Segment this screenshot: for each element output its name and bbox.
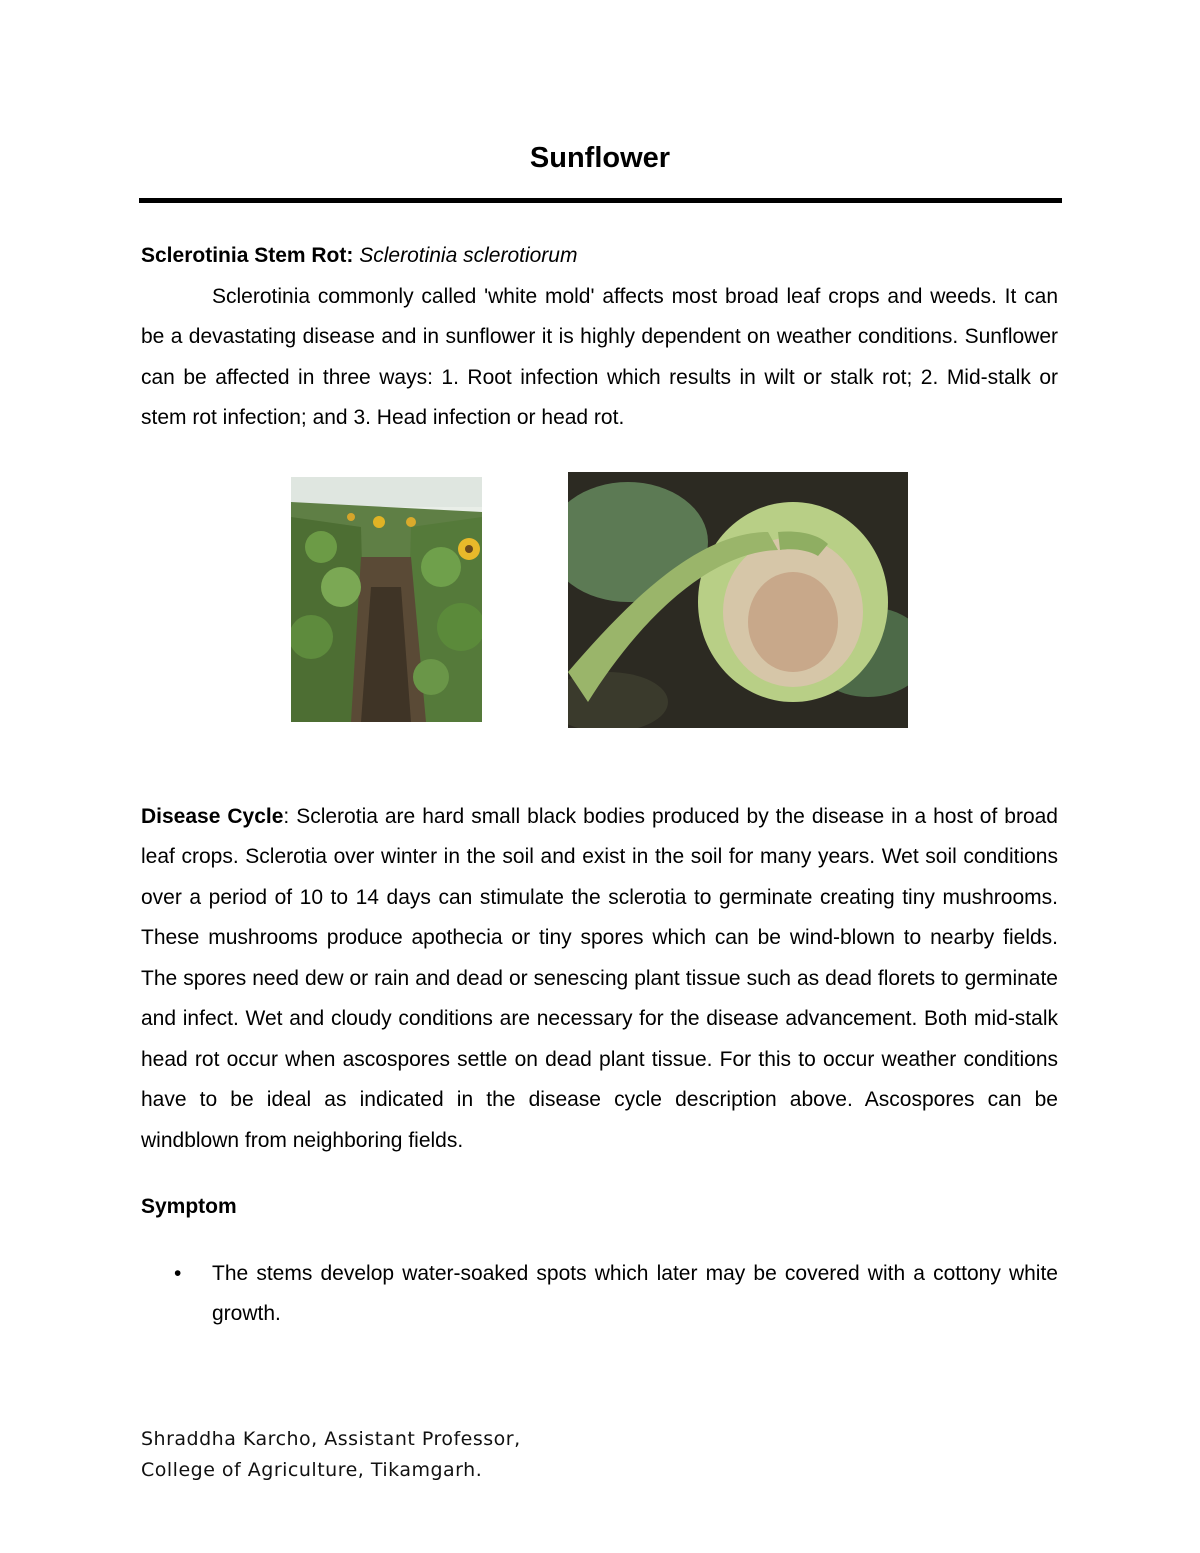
page-title: Sunflower <box>529 142 671 174</box>
bullet-icon: • <box>174 1261 182 1285</box>
section-heading-bold: Sclerotinia Stem Rot: <box>141 244 354 267</box>
footer <box>141 1424 521 1486</box>
document-body <box>141 236 1058 1335</box>
section-heading-sclerotinia <box>141 236 1058 277</box>
disease-cycle-paragraph <box>141 797 1058 1162</box>
symptom-heading: Symptom <box>141 1195 237 1218</box>
disease-cycle-text: : Sclerotia are hard small black bodies produced by the disease in a host of broad leaf crops. Sclerotia over winter in the soil and exist in the soil for many years. Wet soil conditions over a period of 10 to 14 days can stimulate the sclerotia to germinate creating tiny mushrooms. These mushrooms produce apothecia or tiny spores which can be wind-blown to nearby fields. The spores need dew or rain and dead or senescing plant tissue such as dead florets to germinate and infect. Wet and cloudy conditions are necessary for the disease advancement. Both mid-stalk head rot occur when ascospores settle on dead plant tissue. For this to occur weather conditions have to be ideal as indicated in the disease cycle description above. Ascospores can be windblown from neighboring fields. <box>141 804 1058 1152</box>
infected-sunflower-head-photo <box>568 472 908 728</box>
sunflower-field-photo <box>291 477 482 722</box>
list-item <box>141 1254 1058 1335</box>
sclerotinia-paragraph: Sclerotinia commonly called 'white mold' affects most broad leaf crops and weeds. It can be a devastating disease and in sunflower it is highly dependent on weather conditions. Sunflower can be affected in three ways: 1. Root infection which results in wilt or stalk rot; 2. Mid-stalk or stem rot infection; and 3. Head infection or head rot. <box>141 284 1058 429</box>
title-rule <box>139 198 1062 203</box>
symptom-list <box>141 1254 1058 1335</box>
disease-cycle-heading: Disease Cycle <box>141 804 284 828</box>
symptom-text: The stems develop water-soaked spots which later may be covered with a cottony white growth. <box>212 1261 1058 1325</box>
footer-author: Shraddha Karcho, Assistant Professor, <box>141 1428 521 1450</box>
section-heading-scientific-name: Sclerotinia sclerotiorum <box>359 244 578 267</box>
figure-row <box>141 465 1058 795</box>
footer-institution: College of Agriculture, Tikamgarh. <box>141 1459 483 1481</box>
